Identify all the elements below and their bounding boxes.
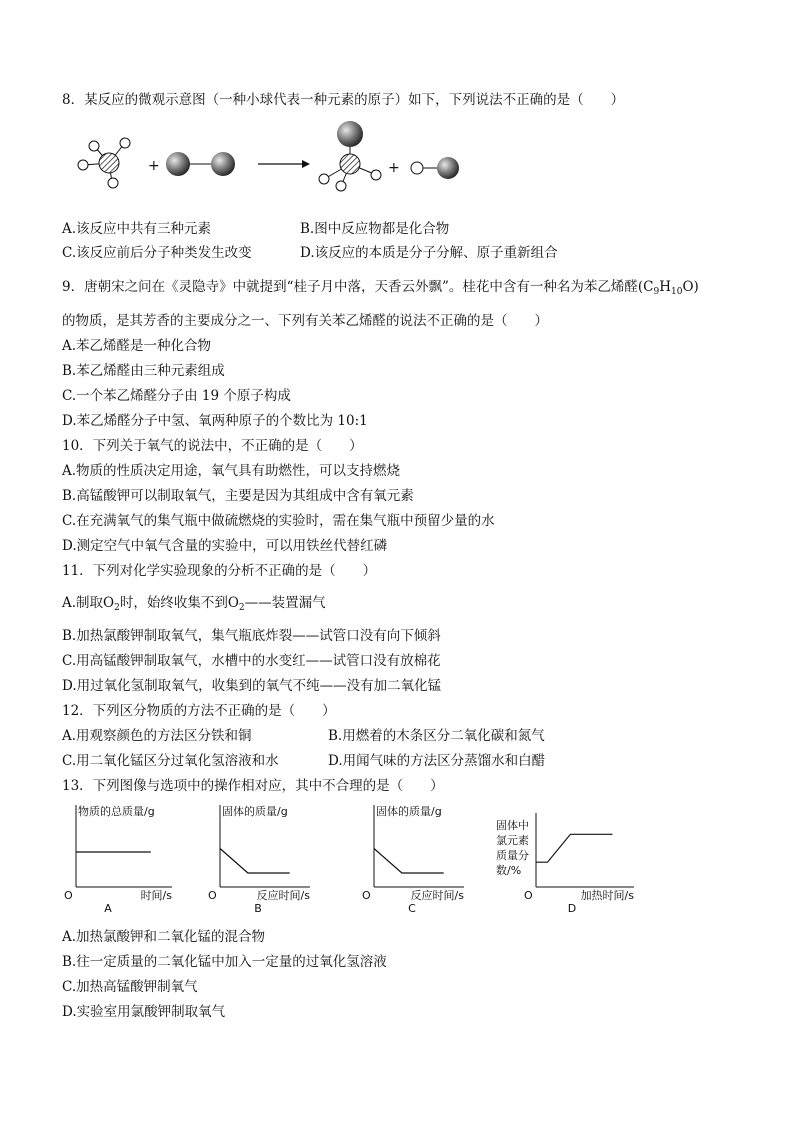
q9-stem-part1: 9．唐朝宋之问在《灵隐寺》中就提到“桂子月中落，天香云外飘”。桂花中含有一种名为苯乙烯醛 bbox=[62, 279, 638, 295]
q13-option-d: D.实验室用氯酸钾制取氧气 bbox=[62, 1004, 226, 1020]
q9-stem-line2: 的物质，是其芳香的主要成分之一、下列有关苯乙烯醛的说法不正确的是（ ） bbox=[62, 313, 548, 329]
q13-option-c: C.加热高锰酸钾制氧气 bbox=[62, 979, 198, 995]
q9-option-d: D.苯乙烯醛分子中氢、氧两种原子的个数比为 10:1 bbox=[62, 413, 368, 429]
q13-graphs bbox=[0, 800, 794, 920]
q12-option-c: C.用二氧化锰区分过氧化氢溶液和水 bbox=[62, 753, 279, 769]
graph-b-caption: B bbox=[254, 902, 262, 915]
graph-a-origin-label: O bbox=[64, 889, 73, 902]
q9-option-b: B.苯乙烯醛由三种元素组成 bbox=[62, 363, 225, 379]
graph-b-x-label: 反应时间/s bbox=[256, 889, 310, 902]
q11-option-a: A.制取$O_2$时，始终收集不到$O_2——$装置漏气 bbox=[62, 595, 326, 613]
plus-sign-1: + bbox=[148, 158, 160, 174]
q11-stem: 11．下列对化学实验现象的分析不正确的是（ ） bbox=[62, 563, 377, 579]
q10-option-c: C.在充满氧气的集气瓶中做硫燃烧的实验时，需在集气瓶中预留少量的水 bbox=[62, 513, 495, 529]
reactant-molecule-1 bbox=[78, 138, 130, 188]
q10-stem: 10．下列关于氧气的说法中，不正确的是（ ） bbox=[62, 438, 363, 454]
graph-b-y-label: 固体的质量/g bbox=[222, 805, 288, 818]
graph-a-caption: A bbox=[104, 902, 112, 915]
q11-option-c: C.用高锰酸钾制取氧气，水槽中的水变红——试管口没有放棉花 bbox=[62, 653, 441, 669]
graph-d-x-label: 加热时间/s bbox=[580, 889, 634, 902]
graph-d-y-label-line-2: 氯元素 bbox=[496, 834, 529, 847]
reaction-arrow bbox=[258, 160, 310, 168]
q12-option-a: A.用观察颜色的方法区分铁和铜 bbox=[62, 728, 252, 744]
graph-a-x-label: 时间/s bbox=[140, 889, 172, 902]
graph-d-y-label-line-4: 数/% bbox=[496, 864, 522, 877]
q10-option-d: D.测定空气中氧气含量的实验中，可以用铁丝代替红磷 bbox=[62, 538, 388, 554]
q10-option-b: B.高锰酸钾可以制取氧气，主要是因为其组成中含有氧元素 bbox=[62, 488, 414, 504]
plus-sign-2: + bbox=[388, 160, 400, 176]
q10-option-a: A.物质的性质决定用途，氧气具有助燃性，可以支持燃烧 bbox=[62, 463, 401, 479]
graph-d-caption: D bbox=[567, 902, 577, 915]
graph-b-curve bbox=[220, 849, 290, 874]
graph-a-y-label: 物质的总质量/g bbox=[78, 805, 155, 818]
graph-d-curve bbox=[536, 834, 613, 862]
q8-reaction-diagram bbox=[62, 118, 482, 198]
q12-option-d: D.用闻气味的方法区分蒸馏水和白醋 bbox=[328, 753, 546, 769]
reactant-molecule-2 bbox=[166, 152, 235, 176]
q8-option-b: B.图中反应物都是化合物 bbox=[300, 221, 450, 237]
q12-stem: 12．下列区分物质的方法不正确的是（ ） bbox=[62, 703, 336, 719]
graph-b-origin-label: O bbox=[208, 889, 217, 902]
q12-option-b: B.用燃着的木条区分二氧化碳和氮气 bbox=[328, 728, 545, 744]
q8-option-d: D.该反应的本质是分子分解、原子重新组合 bbox=[300, 245, 558, 261]
graph-c-x-label: 反应时间/s bbox=[410, 889, 464, 902]
graph-d-y-label-line-3: 质量分 bbox=[496, 849, 529, 862]
q11-option-b: B.加热氯酸钾制取氧气，集气瓶底炸裂——试管口没有向下倾斜 bbox=[62, 628, 441, 644]
graph-d-origin-label: O bbox=[524, 889, 533, 902]
q9-option-c: C.一个苯乙烯醛分子由 19 个原子构成 bbox=[62, 388, 291, 404]
graph-c-curve bbox=[374, 849, 444, 874]
q13-option-a: A.加热氯酸钾和二氧化锰的混合物 bbox=[62, 929, 266, 945]
product-molecule-2 bbox=[411, 157, 459, 179]
product-molecule-1 bbox=[319, 121, 381, 191]
q9-stem-line1 bbox=[62, 278, 699, 301]
graph-c-origin-label: O bbox=[362, 889, 371, 902]
graph-c-caption: C bbox=[408, 902, 416, 915]
q8-stem: 8．某反应的微观示意图（一种小球代表一种元素的原子）如下，下列说法不正确的是（ ） bbox=[62, 92, 625, 108]
q11-option-d: D.用过氧化氢制取氧气，收集到的氧气不纯——没有加二氧化锰 bbox=[62, 678, 442, 694]
q13-stem: 13．下列图像与选项中的操作相对应，其中不合理的是（ ） bbox=[62, 778, 444, 794]
graph-c-y-label: 固体的质量/g bbox=[376, 805, 442, 818]
graph-d-y-label-line-1: 固体中 bbox=[496, 819, 529, 832]
q9-option-a: A.苯乙烯醛是一种化合物 bbox=[62, 338, 212, 354]
q8-option-a: A.该反应中共有三种元素 bbox=[62, 221, 212, 237]
q13-option-b: B.往一定质量的二氧化锰中加入一定量的过氧化氢溶液 bbox=[62, 954, 387, 970]
q8-option-c: C.该反应前后分子种类发生改变 bbox=[62, 245, 252, 261]
q9-formula: $(C_9H_{10}O)$ bbox=[637, 279, 699, 297]
